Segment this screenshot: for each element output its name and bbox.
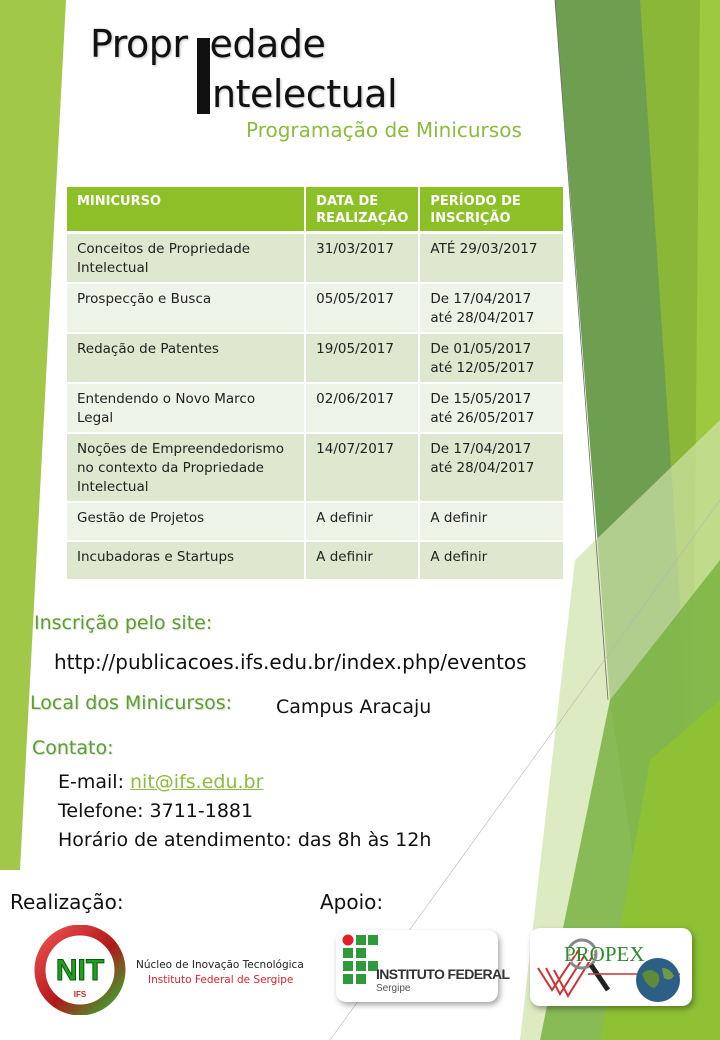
table-row [66,333,564,383]
cell-data: 14/07/2017 [305,433,419,502]
cell-data: 05/05/2017 [305,283,419,333]
propex-logo [530,928,692,1006]
email-line [58,768,431,797]
table-row [66,383,564,433]
table-row [66,233,564,284]
email-link[interactable]: nit@ifs.edu.br [130,771,264,793]
cell-periodo: De 17/04/2017 até 28/04/2017 [419,283,564,333]
cell-minicurso: Entendendo o Novo Marco Legal [66,383,305,433]
realizacao-label: Realização: [10,890,124,914]
cell-minicurso: Conceitos de Propriedade Intelectual [66,233,305,284]
location-label: Local dos Minicursos: [30,692,233,714]
cell-data: 31/03/2017 [305,233,419,284]
cell-data: 19/05/2017 [305,333,419,383]
cell-periodo: De 01/05/2017 até 12/05/2017 [419,333,564,383]
page-subtitle: Programação de Minicursos [246,118,522,142]
cell-periodo: De 17/04/2017 até 28/04/2017 [419,433,564,502]
column-header-data: DATA DE REALIZAÇÃO [305,186,419,233]
table-row [66,541,564,580]
title-word-part: edade [209,22,326,66]
table-row [66,283,564,333]
registration-url[interactable]: http://publicacoes.ifs.edu.br/index.php/eventos [54,650,527,674]
phone-line: Telefone: 3711-1881 [58,800,254,822]
column-header-minicurso: MINICURSO [66,186,305,233]
cell-periodo: De 15/05/2017 até 26/05/2017 [419,383,564,433]
cell-periodo: A definir [419,502,564,541]
propex-emblem-icon [530,928,692,1006]
svg-text:NIT: NIT [55,954,105,987]
location-value: Campus Aracaju [276,696,432,718]
contact-details [58,768,431,855]
cell-minicurso: Redação de Patentes [66,333,305,383]
email-label: E-mail: [58,771,131,793]
registration-label: Inscrição pelo site: [34,612,213,634]
cell-periodo: ATÉ 29/03/2017 [419,233,564,284]
table-header-row [66,186,564,233]
cell-minicurso: Noções de Empreendedorismo no contexto da Propriedade Intelectual [66,433,305,502]
if-logo-subtitle: Sergipe [376,983,411,994]
cell-data: A definir [305,541,419,580]
table-row [66,433,564,502]
table-row [66,502,564,541]
apoio-label: Apoio: [320,890,384,914]
nit-logo-line1: Núcleo de Inovação Tecnológica [136,959,304,971]
instituto-federal-logo [336,930,510,1002]
title-line-2: ntelectual [212,72,398,116]
cell-periodo: A definir [419,541,564,580]
title-large-i-bar [197,38,210,114]
nit-ring-icon [30,925,130,1015]
hours-line: Horário de atendimento: das 8h às 12h [58,829,432,851]
column-header-periodo: PERÍODO DE INSCRIÇÃO [419,186,564,233]
svg-text:IFS: IFS [73,990,87,999]
contact-label: Contato: [32,737,114,759]
nit-logo [30,925,305,1015]
propex-logo-text: PROPEX [564,942,645,966]
cell-data: A definir [305,502,419,541]
cell-data: 02/06/2017 [305,383,419,433]
if-logo-title: INSTITUTO FEDERAL [376,966,510,982]
cell-minicurso: Incubadoras e Startups [66,541,305,580]
cell-minicurso: Gestão de Projetos [66,502,305,541]
schedule-table [65,185,565,581]
cell-minicurso: Prospecção e Busca [66,283,305,333]
title-word-part: Propr [90,22,188,66]
nit-logo-line2: Instituto Federal de Sergipe [148,974,294,986]
